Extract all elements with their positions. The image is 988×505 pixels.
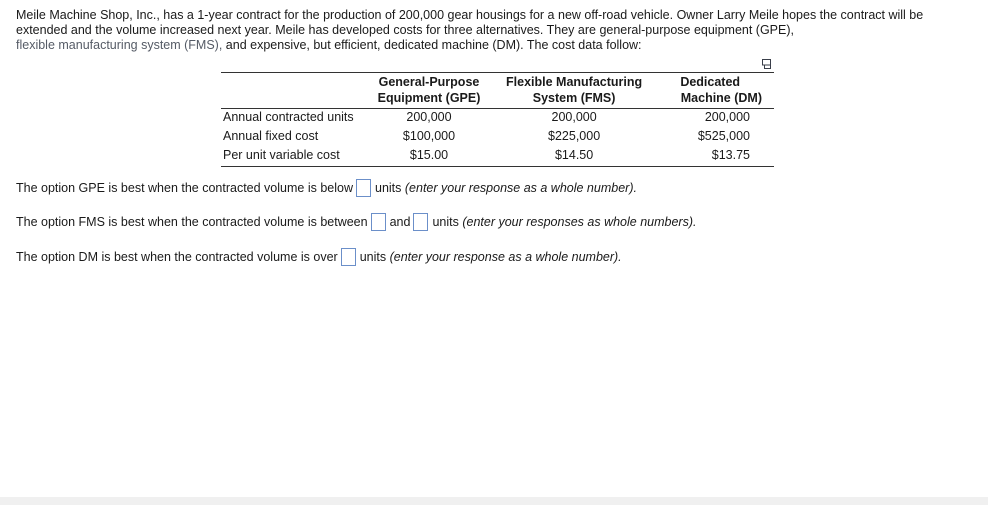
row-label: Annual fixed cost	[223, 129, 319, 143]
gpe-threshold-input[interactable]	[356, 179, 371, 197]
cell-gpe: $15.00	[409, 148, 449, 162]
dm-threshold-input[interactable]	[341, 248, 356, 266]
cell-dm: 200,000	[704, 110, 750, 124]
header-fms-line1: Flexible Manufacturing	[506, 75, 643, 89]
fms-lower-input[interactable]	[371, 213, 386, 231]
table-row	[221, 128, 774, 147]
question-gpe-hint: (enter your response as a whole number).	[404, 181, 637, 195]
cell-dm: $13.75	[711, 148, 750, 162]
question-fms-units: units	[432, 215, 459, 229]
header-dm-line1: Dedicated	[680, 75, 741, 89]
header-gpe-line1: General-Purpose	[378, 75, 480, 89]
cell-fms: 200,000	[551, 110, 597, 124]
fms-upper-input[interactable]	[413, 213, 428, 231]
table-header-row	[221, 73, 774, 109]
header-gpe	[364, 73, 494, 109]
question-fms-hint: (enter your responses as whole numbers).	[462, 215, 697, 229]
table-row	[221, 109, 774, 129]
question-gpe-units: units	[375, 181, 402, 195]
row-label: Annual contracted units	[223, 110, 354, 124]
cell-fms: $14.50	[554, 148, 594, 162]
question-dm	[16, 247, 622, 267]
question-fms-prefix: The option FMS is best when the contracted volume is between	[16, 215, 368, 229]
intro-line-3-rest: and expensive, but efficient, dedicated machine (DM). The cost data follow:	[222, 38, 642, 52]
header-dm-line2: Machine (DM)	[680, 91, 762, 105]
question-dm-prefix: The option DM is best when the contracted volume is over	[16, 250, 338, 264]
question-fms-and: and	[389, 215, 411, 229]
bottom-scroll-bar	[0, 497, 988, 505]
header-fms-line2: System (FMS)	[532, 91, 616, 105]
question-fms	[16, 212, 696, 232]
question-dm-hint: (enter your response as a whole number).	[389, 250, 622, 264]
cell-gpe: 200,000	[406, 110, 452, 124]
copy-icon[interactable]	[761, 58, 773, 70]
header-empty	[221, 73, 364, 109]
question-gpe	[16, 178, 637, 198]
cell-fms: $225,000	[548, 129, 601, 143]
question-dm-units: units	[359, 250, 387, 264]
row-label: Per unit variable cost	[223, 148, 340, 162]
question-gpe-prefix: The option GPE is best when the contracted volume is below	[16, 181, 353, 195]
table-row	[221, 147, 774, 167]
cell-dm: $525,000	[697, 129, 750, 143]
cell-gpe: $100,000	[402, 129, 456, 143]
header-fms	[494, 73, 655, 109]
cost-data-table	[221, 72, 774, 167]
intro-line-1: Meile Machine Shop, Inc., has a 1-year contract for the production of 200,000 gear housings for a new off-road vehicle. Owner Larry Meile hopes the contract will be	[16, 8, 924, 22]
intro-line-3	[16, 38, 976, 53]
intro-line-2: extended and the volume increased next year. Meile has developed costs for three alternatives. They are general-purpose equipment (GPE),	[16, 23, 794, 37]
header-dm	[654, 73, 774, 109]
header-gpe-line2: Equipment (GPE)	[377, 91, 481, 105]
problem-statement	[16, 8, 976, 53]
intro-line-3-gray: flexible manufacturing system (FMS),	[16, 38, 223, 52]
